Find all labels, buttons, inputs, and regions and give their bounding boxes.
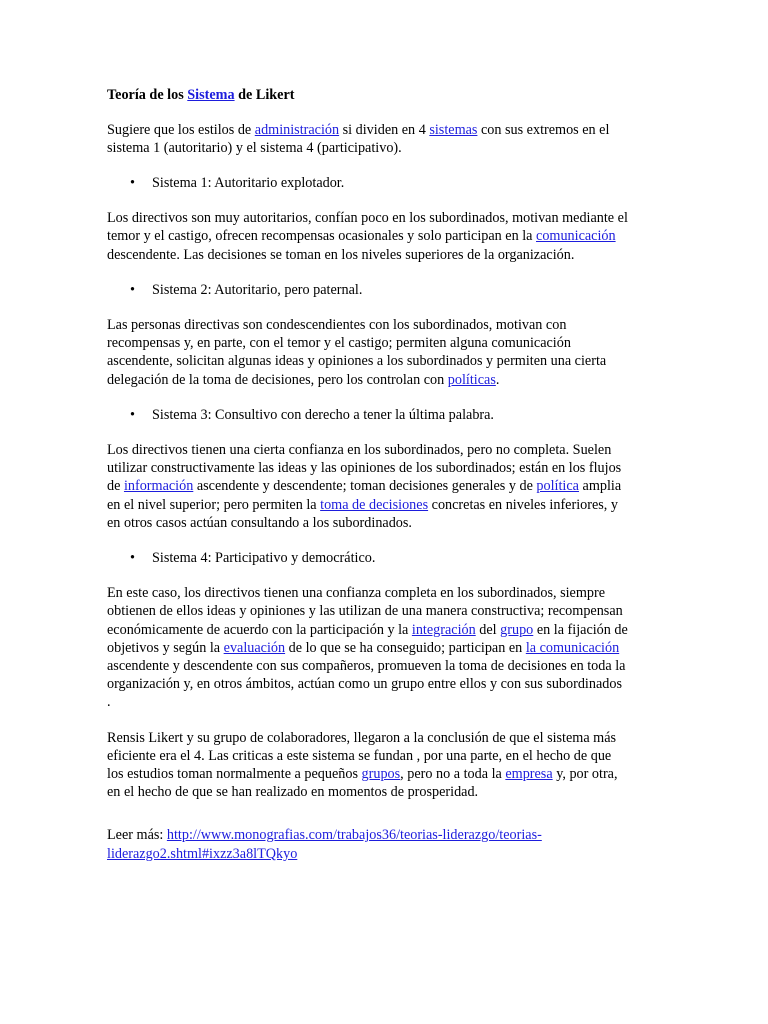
paragraph-line: obtienen de ellos ideas y opiniones y las utilizan de una manera constructiva; recompensan xyxy=(107,603,623,620)
paragraph-line: recompensas y, en parte, con el temor y el castigo; permiten alguna comunicación xyxy=(107,335,571,352)
paragraph-line: amplia xyxy=(578,478,622,495)
bullet-label: Sistema 4: Participativo y democrático. xyxy=(152,550,376,567)
read-more-block xyxy=(107,826,667,862)
paragraph-line: objetivos y según la xyxy=(107,639,224,656)
intro-text: con sus extremos en el xyxy=(477,121,610,138)
paragraph-line: Los directivos son muy autoritarios, confían poco en los subordinados, motivan mediante el xyxy=(107,210,628,227)
link-grupo[interactable]: grupo xyxy=(500,621,534,638)
bullet-icon: • xyxy=(130,175,135,191)
paragraph-line: ascendente y descendente con sus compañeros, promueven la toma de decisiones en toda la xyxy=(107,658,626,675)
paragraph-line: los estudios toman normalmente a pequeños xyxy=(107,766,362,783)
link-grupos[interactable]: grupos xyxy=(361,766,401,783)
link-comunicacion[interactable]: comunicación xyxy=(536,228,616,245)
document-body xyxy=(107,86,667,863)
paragraph-line: temor y el castigo, ofrecen recompensas ocasionales y solo participan en la xyxy=(107,228,537,245)
paragraph-line: . xyxy=(107,694,111,711)
intro-text: si dividen en 4 xyxy=(339,121,430,138)
link-toma-de-decisiones[interactable]: toma de decisiones xyxy=(320,496,429,513)
paragraph-line: delegación de la toma de decisiones, pero los controlan con xyxy=(107,371,448,388)
paragraph-line: y, por otra, xyxy=(552,766,618,783)
link-evaluacion[interactable]: evaluación xyxy=(223,639,286,656)
link-politica[interactable]: política xyxy=(536,478,579,495)
intro-text: sistema 1 (autoritario) y el sistema 4 (participativo). xyxy=(107,139,402,156)
read-more-link[interactable]: liderazgo2.shtml#ixzz3a8lTQkyo xyxy=(107,845,298,862)
conclusion-paragraph xyxy=(107,729,667,802)
bullet-item-sistema-4 xyxy=(107,549,667,567)
link-informacion[interactable]: información xyxy=(123,478,194,495)
bullet-icon: • xyxy=(130,406,135,423)
bullet-label: Sistema 1: Autoritario explotador. xyxy=(152,175,345,191)
paragraph-line: descendente. Las decisiones se toman en los niveles superiores de la organización. xyxy=(107,246,575,263)
paragraph-line: Rensis Likert y su grupo de colaboradores, llegaron a la conclusión de que el sistema más xyxy=(107,729,617,746)
link-empresa[interactable]: empresa xyxy=(505,766,553,783)
link-sistema[interactable]: Sistema xyxy=(187,87,235,103)
bullet-item-sistema-1 xyxy=(107,174,667,192)
paragraph-line: Las personas directivas son condescendientes con los subordinados, motivan con xyxy=(107,317,567,334)
link-la-comunicacion[interactable]: la comunicación xyxy=(525,639,620,656)
paragraph-line: del xyxy=(475,621,501,638)
title-text-post: de Likert xyxy=(234,87,295,103)
bullet-item-sistema-2 xyxy=(107,281,667,299)
read-more-link[interactable]: http://www.monografias.com/trabajos36/teorias-liderazgo/teorias- xyxy=(166,827,542,844)
paragraph-line: Los directivos tienen una cierta confianza en los subordinados, pero no completa. Suelen xyxy=(107,442,612,459)
paragraph-line: económicamente de acuerdo con la participación y la xyxy=(107,621,412,638)
link-sistemas[interactable]: sistemas xyxy=(429,121,478,138)
page-title xyxy=(107,86,667,104)
paragraph-sistema-2 xyxy=(107,316,667,389)
bullet-label: Sistema 3: Consultivo con derecho a tener la última palabra. xyxy=(152,406,494,423)
paragraph-sistema-3 xyxy=(107,441,667,532)
bullet-label: Sistema 2: Autoritario, pero paternal. xyxy=(152,281,363,298)
paragraph-line: organización y, en otros ámbitos, actúan como un grupo entre ellos y con sus subordinados xyxy=(107,676,622,693)
link-politicas[interactable]: políticas xyxy=(447,371,496,388)
paragraph-line: concretas en niveles inferiores, y xyxy=(428,496,618,513)
paragraph-line: ascendente, solicitan algunas ideas y opiniones a los subordinados y permiten una cierta xyxy=(107,353,607,370)
paragraph-line: ascendente y descendente; toman decisiones generales y de xyxy=(193,478,537,495)
paragraph-sistema-1 xyxy=(107,209,667,264)
paragraph-sistema-4 xyxy=(107,584,667,711)
paragraph-line: en el nivel superior; pero permiten la xyxy=(107,496,321,513)
paragraph-line: de xyxy=(107,478,124,495)
intro-text: Sugiere que los estilos de xyxy=(107,121,255,138)
paragraph-line: utilizar constructivamente las ideas y las opiniones de los subordinados; están en los flujos xyxy=(107,460,622,477)
paragraph-line: eficiente era el 4. Las criticas a este sistema se fundan , por una parte, en el hecho de que xyxy=(107,747,612,764)
paragraph-line: en el hecho de que se han realizado en momentos de prosperidad. xyxy=(107,784,479,801)
title-text-pre: Teoría de los xyxy=(107,87,188,103)
intro-paragraph xyxy=(107,121,667,157)
paragraph-line: . xyxy=(495,371,500,388)
read-more-label: Leer más: xyxy=(107,827,167,844)
paragraph-line: de lo que se ha conseguido; participan en xyxy=(285,639,526,656)
paragraph-line: en otros casos actúan consultando a los subordinados. xyxy=(107,514,412,531)
bullet-icon: • xyxy=(130,281,135,298)
paragraph-line: En este caso, los directivos tienen una confianza completa en los subordinados, siempre xyxy=(107,585,605,602)
paragraph-line: en la fijación de xyxy=(533,621,628,638)
paragraph-line: , pero no a toda la xyxy=(400,766,506,783)
bullet-icon: • xyxy=(130,550,135,567)
link-integracion[interactable]: integración xyxy=(411,621,476,638)
bullet-item-sistema-3 xyxy=(107,406,667,424)
link-administracion[interactable]: administración xyxy=(254,121,340,138)
